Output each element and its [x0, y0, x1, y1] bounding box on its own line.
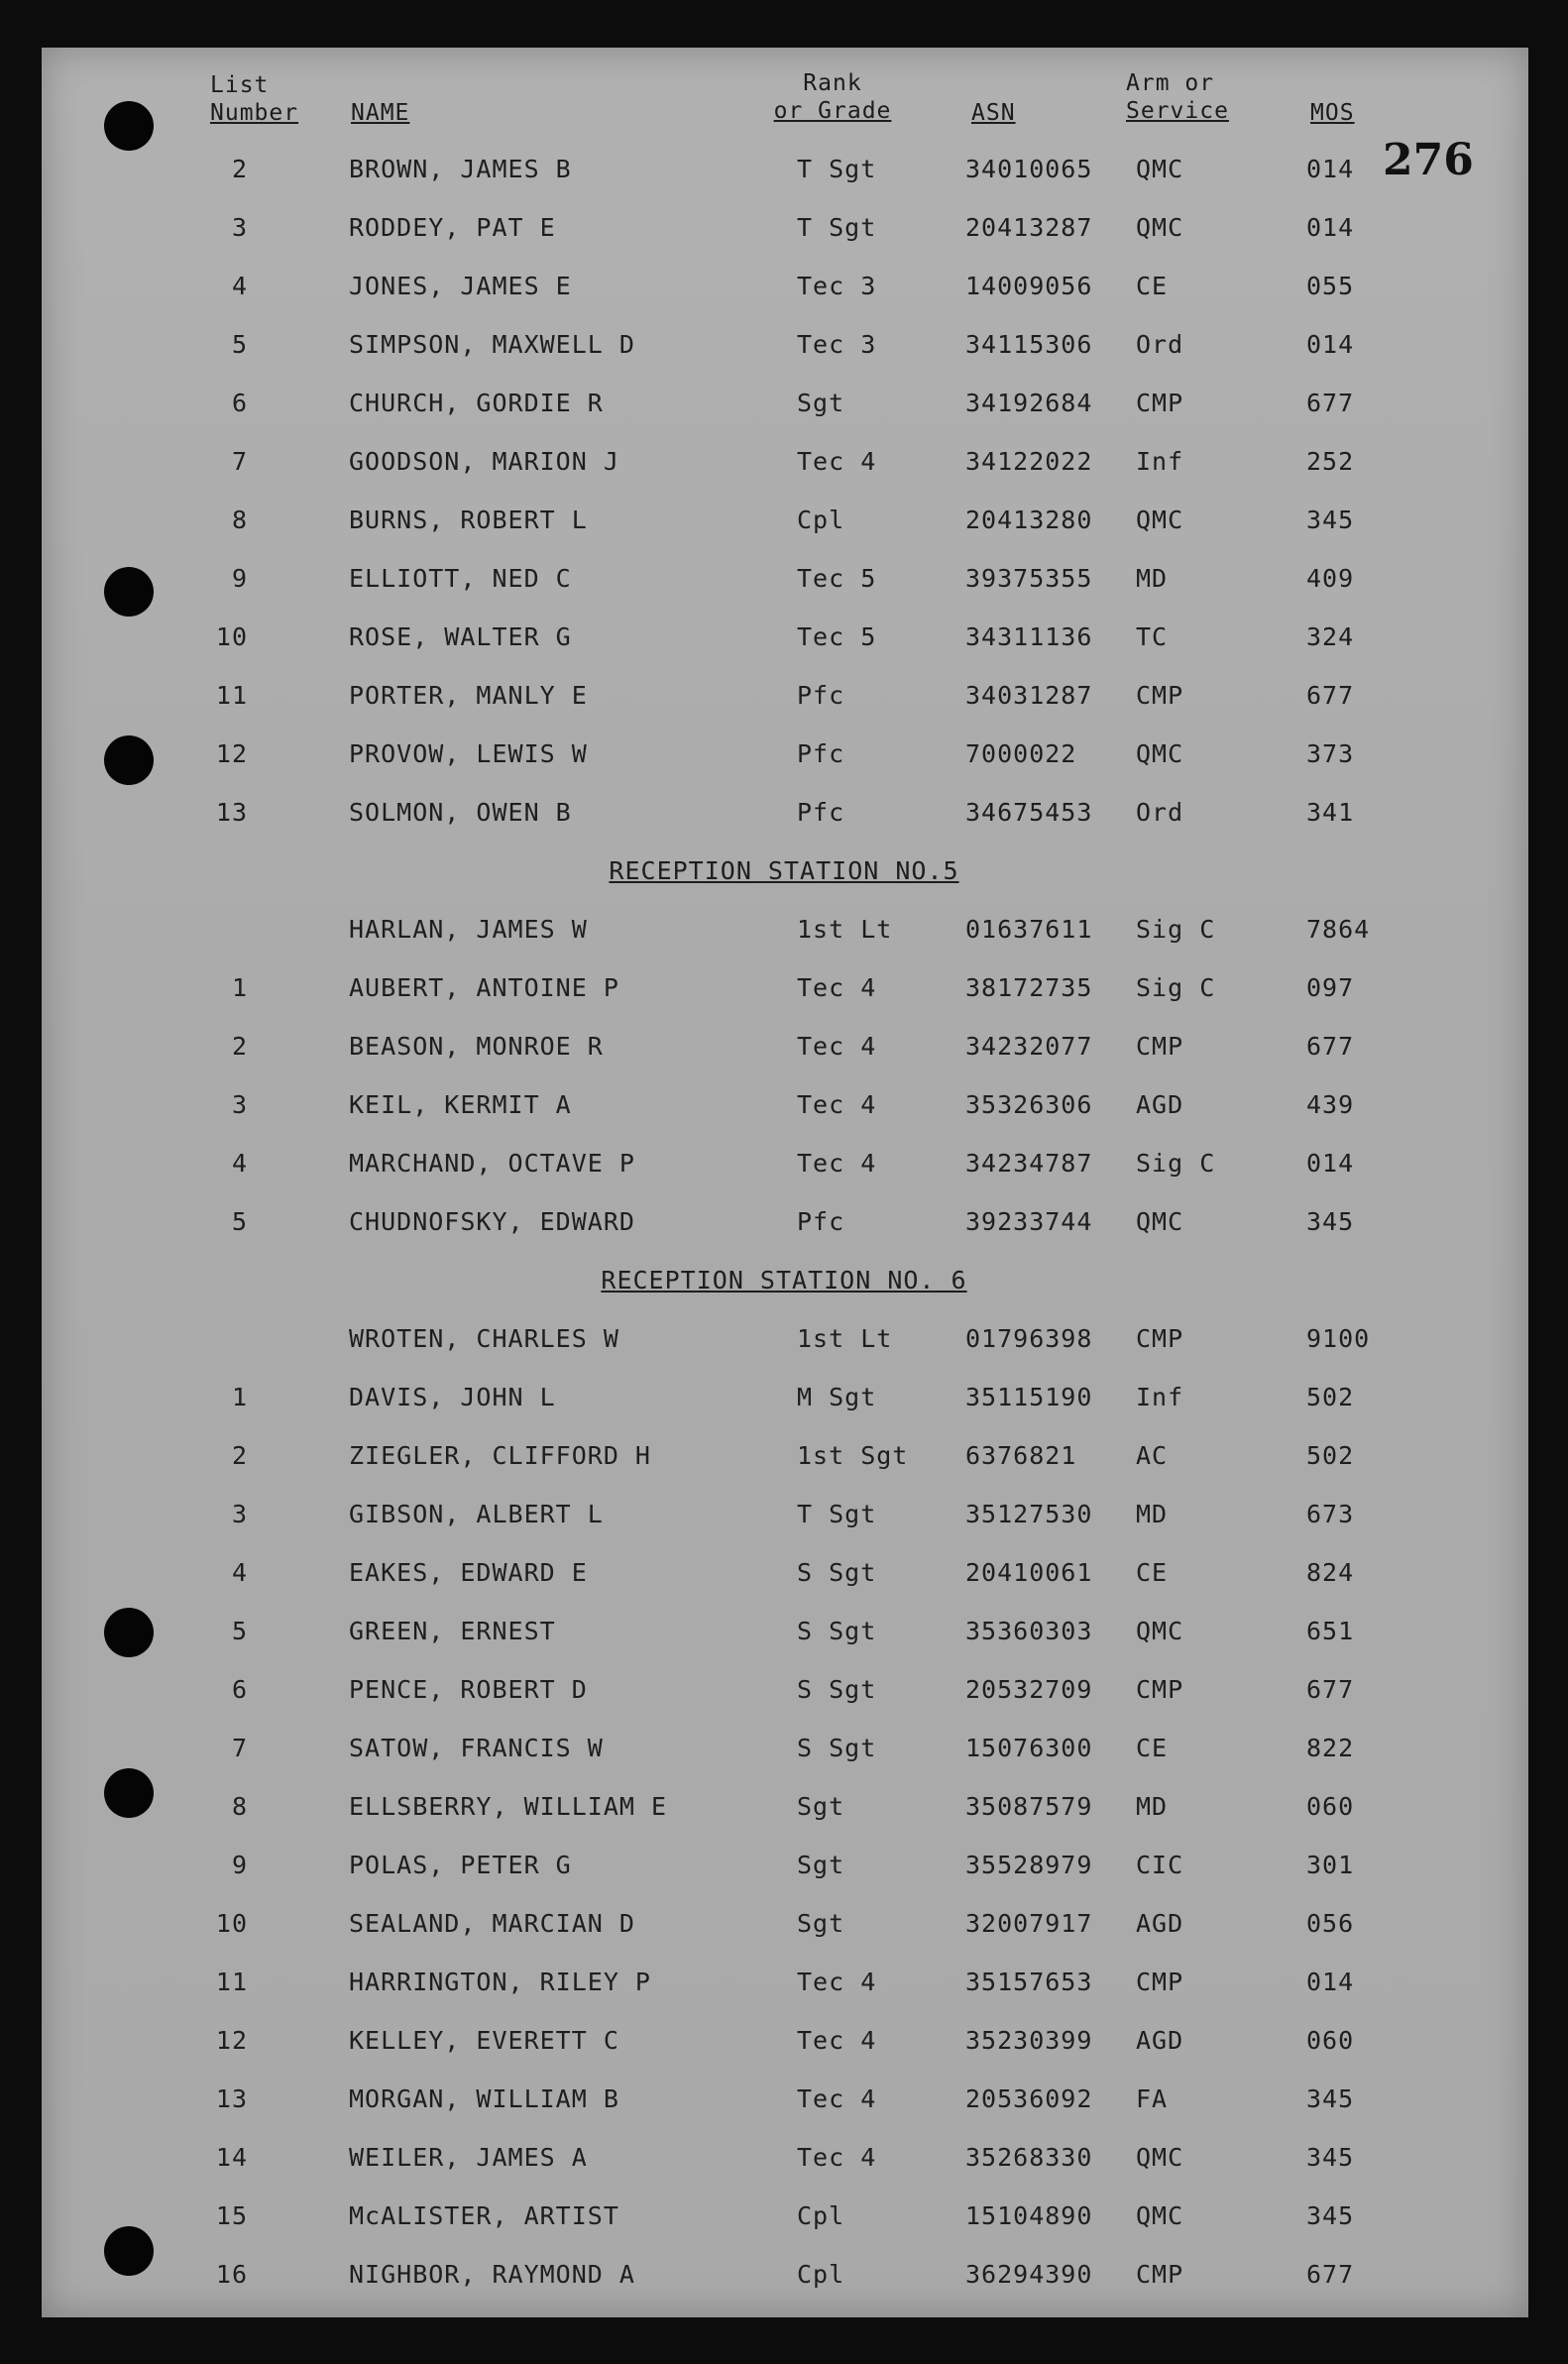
- roster-arm: AGD: [1136, 2026, 1184, 2055]
- roster-asn: 34010065: [965, 155, 1093, 183]
- roster-num: 5: [231, 1617, 248, 1645]
- roster-arm: QMC: [1136, 1617, 1184, 1645]
- roster-mos: 345: [1306, 2084, 1355, 2113]
- roster-row: [0, 447, 1568, 487]
- roster-arm: Sig C: [1136, 1149, 1216, 1178]
- roster-num: 3: [231, 213, 248, 242]
- roster-mos: 014: [1306, 330, 1355, 359]
- roster-name: PENCE, ROBERT D: [349, 1675, 588, 1704]
- roster-num: 3: [231, 1500, 248, 1528]
- roster-asn: 15104890: [965, 2201, 1093, 2230]
- roster-num: 5: [231, 330, 248, 359]
- roster-row: [0, 2143, 1568, 2183]
- roster-name: ROSE, WALTER G: [349, 622, 572, 651]
- roster-asn: 36294390: [965, 2260, 1093, 2289]
- roster-arm: CMP: [1136, 389, 1184, 417]
- roster-mos: 502: [1306, 1441, 1355, 1470]
- roster-asn: 35230399: [965, 2026, 1093, 2055]
- roster-asn: 35268330: [965, 2143, 1093, 2172]
- roster-name: ELLIOTT, NED C: [349, 564, 572, 593]
- roster-row: [0, 155, 1568, 194]
- roster-mos: 060: [1306, 2026, 1355, 2055]
- roster-mos: 324: [1306, 622, 1355, 651]
- roster-rank: Tec 4: [797, 1149, 877, 1178]
- roster-num: 1: [231, 973, 248, 1002]
- roster-name: CHUDNOFSKY, EDWARD: [349, 1207, 635, 1236]
- roster-asn: 39375355: [965, 564, 1093, 593]
- roster-num: 5: [231, 1207, 248, 1236]
- roster-arm: QMC: [1136, 155, 1184, 183]
- roster-name: GIBSON, ALBERT L: [349, 1500, 604, 1528]
- roster-mos: 252: [1306, 447, 1355, 476]
- roster-name: SOLMON, OWEN B: [349, 798, 572, 827]
- roster-rank: Cpl: [797, 506, 845, 534]
- roster-rank: Cpl: [797, 2260, 845, 2289]
- roster-rank: Tec 4: [797, 973, 877, 1002]
- roster-rank: Tec 4: [797, 2143, 877, 2172]
- roster-mos: 677: [1306, 2260, 1355, 2289]
- roster-asn: 7000022: [965, 739, 1077, 768]
- roster-mos: 055: [1306, 272, 1355, 300]
- header-name: NAME: [351, 100, 410, 126]
- roster-mos: 060: [1306, 1792, 1355, 1821]
- roster-row: [0, 389, 1568, 428]
- roster-mos: 824: [1306, 1558, 1355, 1587]
- roster-num: 13: [215, 798, 248, 827]
- roster-name: EAKES, EDWARD E: [349, 1558, 588, 1587]
- roster-mos: 409: [1306, 564, 1355, 593]
- header-list-line1: List: [210, 72, 270, 98]
- roster-arm: CMP: [1136, 681, 1184, 710]
- roster-row: [0, 622, 1568, 662]
- roster-arm: TC: [1136, 622, 1169, 651]
- roster-row: [0, 1500, 1568, 1539]
- roster-asn: 34192684: [965, 389, 1093, 417]
- roster-name: WEILER, JAMES A: [349, 2143, 588, 2172]
- roster-name: AUBERT, ANTOINE P: [349, 973, 619, 1002]
- roster-num: 12: [215, 2026, 248, 2055]
- roster-row: [0, 1032, 1568, 1071]
- roster-name: SATOW, FRANCIS W: [349, 1734, 604, 1762]
- roster-arm: CMP: [1136, 1968, 1184, 1996]
- roster-num: 13: [215, 2084, 248, 2113]
- header-mos: MOS: [1310, 100, 1355, 126]
- roster-num: 7: [231, 447, 248, 476]
- roster-asn: 20413287: [965, 213, 1093, 242]
- roster-rank: Tec 4: [797, 2084, 877, 2113]
- roster-asn: 38172735: [965, 973, 1093, 1002]
- roster-row: [0, 506, 1568, 545]
- roster-rank: Tec 5: [797, 564, 877, 593]
- roster-asn: 14009056: [965, 272, 1093, 300]
- roster-name: ELLSBERRY, WILLIAM E: [349, 1792, 668, 1821]
- roster-row: [0, 798, 1568, 838]
- roster-arm: Inf: [1136, 447, 1184, 476]
- roster-num: 4: [231, 272, 248, 300]
- roster-num: 3: [231, 1090, 248, 1119]
- header-asn: ASN: [971, 100, 1016, 126]
- roster-arm: MD: [1136, 564, 1169, 593]
- roster-name: JONES, JAMES E: [349, 272, 572, 300]
- roster-name: CHURCH, GORDIE R: [349, 389, 604, 417]
- header-rank-line1: Rank: [803, 70, 862, 96]
- roster-name: MORGAN, WILLIAM B: [349, 2084, 619, 2113]
- roster-asn: 34122022: [965, 447, 1093, 476]
- page-number: 276: [1383, 135, 1474, 185]
- roster-rank: Sgt: [797, 1792, 845, 1821]
- roster-arm: CMP: [1136, 1675, 1184, 1704]
- roster-arm: CE: [1136, 1734, 1169, 1762]
- roster-arm: QMC: [1136, 1207, 1184, 1236]
- roster-mos: 014: [1306, 1968, 1355, 1996]
- roster-rank: Cpl: [797, 2201, 845, 2230]
- roster-mos: 677: [1306, 681, 1355, 710]
- roster-asn: 35087579: [965, 1792, 1093, 1821]
- roster-rank: S Sgt: [797, 1558, 877, 1587]
- roster-name: HARLAN, JAMES W: [349, 915, 588, 944]
- roster-row: [0, 1441, 1568, 1481]
- roster-mos: 345: [1306, 1207, 1355, 1236]
- roster-rank: Sgt: [797, 389, 845, 417]
- roster-name: POLAS, PETER G: [349, 1851, 572, 1879]
- roster-name: GREEN, ERNEST: [349, 1617, 556, 1645]
- roster-mos: 345: [1306, 2143, 1355, 2172]
- roster-mos: 673: [1306, 1500, 1355, 1528]
- roster-mos: 677: [1306, 389, 1355, 417]
- roster-asn: 34311136: [965, 622, 1093, 651]
- roster-arm: Ord: [1136, 330, 1184, 359]
- roster-arm: Ord: [1136, 798, 1184, 827]
- roster-arm: QMC: [1136, 739, 1184, 768]
- roster-name: PROVOW, LEWIS W: [349, 739, 588, 768]
- roster-rank: M Sgt: [797, 1383, 877, 1411]
- roster-asn: 20413280: [965, 506, 1093, 534]
- roster-mos: 9100: [1306, 1324, 1371, 1353]
- roster-num: 10: [215, 1909, 248, 1938]
- roster-mos: 056: [1306, 1909, 1355, 1938]
- roster-rank: S Sgt: [797, 1734, 877, 1762]
- roster-row: [0, 973, 1568, 1013]
- roster-name: RODDEY, PAT E: [349, 213, 556, 242]
- roster-name: WROTEN, CHARLES W: [349, 1324, 619, 1353]
- roster-rank: S Sgt: [797, 1675, 877, 1704]
- roster-num: 6: [231, 389, 248, 417]
- roster-name: BROWN, JAMES B: [349, 155, 572, 183]
- roster-asn: 15076300: [965, 1734, 1093, 1762]
- roster-asn: 6376821: [965, 1441, 1077, 1470]
- header-rank: [771, 69, 894, 125]
- roster-mos: 677: [1306, 1032, 1355, 1061]
- header-rank-line2: or Grade: [773, 98, 892, 124]
- roster-name: ZIEGLER, CLIFFORD H: [349, 1441, 651, 1470]
- roster-rank: Sgt: [797, 1851, 845, 1879]
- roster-asn: 01637611: [965, 915, 1093, 944]
- roster-arm: Inf: [1136, 1383, 1184, 1411]
- roster-row: [0, 1207, 1568, 1247]
- roster-row: [0, 1149, 1568, 1188]
- roster-name: GOODSON, MARION J: [349, 447, 619, 476]
- binder-hole: [104, 101, 154, 151]
- roster-rank: Tec 4: [797, 2026, 877, 2055]
- roster-row: [0, 2084, 1568, 2124]
- roster-num: 11: [215, 681, 248, 710]
- roster-arm: AC: [1136, 1441, 1169, 1470]
- section-heading: RECEPTION STATION NO. 6: [601, 1266, 967, 1295]
- roster-asn: 35115190: [965, 1383, 1093, 1411]
- roster-name: DAVIS, JOHN L: [349, 1383, 556, 1411]
- header-arm: [1126, 69, 1229, 125]
- roster-mos: 677: [1306, 1675, 1355, 1704]
- roster-mos: 651: [1306, 1617, 1355, 1645]
- roster-mos: 7864: [1306, 915, 1371, 944]
- roster-arm: CMP: [1136, 1032, 1184, 1061]
- roster-arm: AGD: [1136, 1090, 1184, 1119]
- roster-rank: Tec 4: [797, 1090, 877, 1119]
- roster-rank: Tec 4: [797, 1032, 877, 1061]
- roster-name: PORTER, MANLY E: [349, 681, 588, 710]
- roster-asn: 01796398: [965, 1324, 1093, 1353]
- roster-row: [0, 1968, 1568, 2007]
- header-arm-line2: Service: [1126, 98, 1229, 124]
- roster-arm: QMC: [1136, 213, 1184, 242]
- roster-name: BURNS, ROBERT L: [349, 506, 588, 534]
- roster-num: 16: [215, 2260, 248, 2289]
- roster-arm: CMP: [1136, 1324, 1184, 1353]
- roster-name: BEASON, MONROE R: [349, 1032, 604, 1061]
- roster-rank: Tec 5: [797, 622, 877, 651]
- roster-asn: 35528979: [965, 1851, 1093, 1879]
- roster-rank: Tec 4: [797, 447, 877, 476]
- roster-asn: 34232077: [965, 1032, 1093, 1061]
- roster-arm: CMP: [1136, 2260, 1184, 2289]
- roster-row: [0, 564, 1568, 604]
- roster-asn: 34675453: [965, 798, 1093, 827]
- roster-arm: CE: [1136, 1558, 1169, 1587]
- roster-mos: 345: [1306, 2201, 1355, 2230]
- roster-num: 2: [231, 1032, 248, 1061]
- roster-rank: Tec 3: [797, 272, 877, 300]
- roster-num: 6: [231, 1675, 248, 1704]
- roster-num: 9: [231, 564, 248, 593]
- roster-rank: Pfc: [797, 798, 845, 827]
- roster-rank: Pfc: [797, 739, 845, 768]
- roster-asn: 35326306: [965, 1090, 1093, 1119]
- roster-row: [0, 213, 1568, 253]
- roster-rank: Sgt: [797, 1909, 845, 1938]
- roster-asn: 34031287: [965, 681, 1093, 710]
- roster-asn: 32007917: [965, 1909, 1093, 1938]
- roster-arm: FA: [1136, 2084, 1169, 2113]
- roster-num: 12: [215, 739, 248, 768]
- roster-asn: 35157653: [965, 1968, 1093, 1996]
- roster-rank: Tec 3: [797, 330, 877, 359]
- roster-num: 2: [231, 1441, 248, 1470]
- roster-row: [0, 1558, 1568, 1598]
- roster-name: MARCHAND, OCTAVE P: [349, 1149, 635, 1178]
- roster-row: [0, 915, 1568, 955]
- roster-num: 15: [215, 2201, 248, 2230]
- roster-asn: 20410061: [965, 1558, 1093, 1587]
- roster-rank: Pfc: [797, 681, 845, 710]
- roster-mos: 301: [1306, 1851, 1355, 1879]
- roster-name: KEIL, KERMIT A: [349, 1090, 572, 1119]
- roster-rank: T Sgt: [797, 155, 877, 183]
- roster-rank: 1st Lt: [797, 1324, 893, 1353]
- roster-num: 8: [231, 506, 248, 534]
- roster-row: [0, 1792, 1568, 1832]
- roster-arm: CE: [1136, 272, 1169, 300]
- roster-mos: 345: [1306, 506, 1355, 534]
- roster-asn: 34234787: [965, 1149, 1093, 1178]
- roster-asn: 34115306: [965, 330, 1093, 359]
- roster-row: [0, 1090, 1568, 1130]
- roster-num: 10: [215, 622, 248, 651]
- roster-rank: 1st Sgt: [797, 1441, 909, 1470]
- roster-mos: 439: [1306, 1090, 1355, 1119]
- roster-mos: 097: [1306, 973, 1355, 1002]
- roster-name: SEALAND, MARCIAN D: [349, 1909, 635, 1938]
- roster-asn: 39233744: [965, 1207, 1093, 1236]
- roster-asn: 20532709: [965, 1675, 1093, 1704]
- roster-asn: 35360303: [965, 1617, 1093, 1645]
- roster-num: 4: [231, 1558, 248, 1587]
- roster-row: [0, 1909, 1568, 1949]
- roster-name: SIMPSON, MAXWELL D: [349, 330, 635, 359]
- roster-num: 2: [231, 155, 248, 183]
- roster-rank: Tec 4: [797, 1968, 877, 1996]
- roster-mos: 822: [1306, 1734, 1355, 1762]
- roster-row: [0, 330, 1568, 370]
- roster-row: [0, 2026, 1568, 2066]
- roster-rank: T Sgt: [797, 213, 877, 242]
- roster-name: NIGHBOR, RAYMOND A: [349, 2260, 635, 2289]
- roster-mos: 014: [1306, 1149, 1355, 1178]
- roster-num: 7: [231, 1734, 248, 1762]
- header-arm-line1: Arm or: [1126, 70, 1215, 96]
- roster-name: HARRINGTON, RILEY P: [349, 1968, 651, 1996]
- roster-row: [0, 1324, 1568, 1364]
- roster-row: [0, 1675, 1568, 1715]
- roster-mos: 341: [1306, 798, 1355, 827]
- roster-num: 9: [231, 1851, 248, 1879]
- roster-rank: T Sgt: [797, 1500, 877, 1528]
- roster-mos: 014: [1306, 213, 1355, 242]
- roster-num: 4: [231, 1149, 248, 1178]
- roster-row: [0, 681, 1568, 721]
- roster-asn: 20536092: [965, 2084, 1093, 2113]
- roster-row: [0, 272, 1568, 311]
- roster-arm: QMC: [1136, 2201, 1184, 2230]
- roster-arm: CIC: [1136, 1851, 1184, 1879]
- roster-arm: AGD: [1136, 1909, 1184, 1938]
- roster-asn: 35127530: [965, 1500, 1093, 1528]
- roster-num: 11: [215, 1968, 248, 1996]
- roster-arm: Sig C: [1136, 915, 1216, 944]
- roster-mos: 373: [1306, 739, 1355, 768]
- roster-mos: 014: [1306, 155, 1355, 183]
- roster-row: [0, 1617, 1568, 1656]
- roster-mos: 502: [1306, 1383, 1355, 1411]
- roster-arm: QMC: [1136, 506, 1184, 534]
- roster-rank: 1st Lt: [797, 915, 893, 944]
- roster-rank: S Sgt: [797, 1617, 877, 1645]
- roster-arm: MD: [1136, 1792, 1169, 1821]
- roster-arm: MD: [1136, 1500, 1169, 1528]
- roster-row: [0, 1383, 1568, 1422]
- roster-row: [0, 2260, 1568, 2300]
- header-list-number: [210, 71, 298, 127]
- roster-num: 14: [215, 2143, 248, 2172]
- roster-num: 8: [231, 1792, 248, 1821]
- roster-row: [0, 1734, 1568, 1773]
- roster-row: [0, 1851, 1568, 1890]
- roster-arm: QMC: [1136, 2143, 1184, 2172]
- roster-num: 1: [231, 1383, 248, 1411]
- roster-name: KELLEY, EVERETT C: [349, 2026, 619, 2055]
- roster-row: [0, 739, 1568, 779]
- section-heading: RECEPTION STATION NO.5: [609, 856, 959, 885]
- roster-row: [0, 2201, 1568, 2241]
- roster-arm: Sig C: [1136, 973, 1216, 1002]
- roster-name: McALISTER, ARTIST: [349, 2201, 619, 2230]
- header-list-line2: Number: [210, 100, 299, 126]
- roster-rank: Pfc: [797, 1207, 845, 1236]
